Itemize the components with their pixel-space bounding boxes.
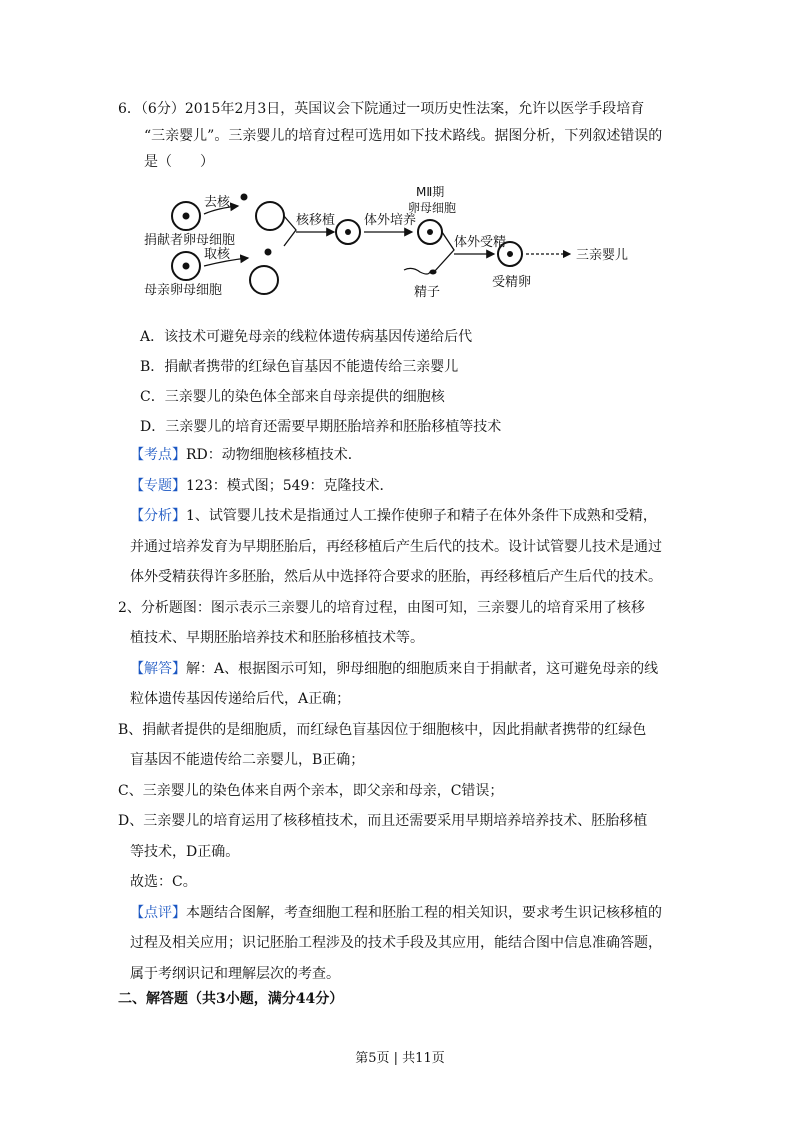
- analysis-section: [118, 440, 690, 989]
- enucleated-donor-egg: [256, 202, 284, 230]
- fenxi-line-5: 植技术、早期胚胎培养技术和胚胎移植技术等。: [130, 630, 424, 646]
- dianping-line-2: 过程及相关应用；识记胚胎工程涉及的技术手段及其应用，能结合图中信息准确答题，: [130, 935, 662, 951]
- jieda-line-7: 等技术，D正确。: [130, 843, 240, 860]
- removed-nucleus-dot: [241, 194, 248, 201]
- zhuanti-tag: 【专题】: [130, 477, 186, 494]
- sperm-head: [430, 270, 437, 275]
- nuclear-transfer-label: 核移植: [296, 213, 336, 228]
- kaodian-text: RD：动物细胞核移植技术．: [186, 447, 362, 463]
- jieda-line-3: B、捐献者提供的是细胞质，而红绿色盲基因位于细胞核中，因此捐献者携带的红绿色: [118, 721, 647, 738]
- fertilization-merge-lines: [434, 232, 454, 272]
- in-vitro-culture-label: 体外培养: [364, 213, 417, 228]
- fenxi-line-3: 体外受精获得许多胚胎，然后从中选择符合要求的胚胎，再经移植后产生后代的技术。: [130, 569, 662, 585]
- zygote-label: 受精卵: [492, 275, 532, 290]
- kaodian-paragraph: [130, 440, 690, 471]
- sperm-label: 精子: [414, 285, 441, 300]
- taken-nucleus-dot: [265, 249, 272, 256]
- fenxi-paragraph: [130, 501, 690, 593]
- three-parent-baby-label: 三亲婴儿: [576, 248, 629, 263]
- option-b: B．捐献者携带的红绿色盲基因不能遗传给三亲婴儿: [140, 359, 459, 375]
- zhuanti-paragraph: [130, 471, 690, 502]
- option-d: D．三亲婴儿的培育还需要早期胚胎培养和胚胎移植等技术: [140, 419, 502, 435]
- jieda-tag: 【解答】: [130, 660, 186, 677]
- remove-nucleus-label: 去核: [204, 195, 231, 210]
- mii-label-line1: MⅡ期: [416, 186, 445, 199]
- question-line-1: 6．（6分）2015年2月3日，英国议会下院通过一项历史性法案，允许以医学手段培育: [118, 101, 645, 117]
- dianping-line-1: 本题结合图解，考查细胞工程和胚胎工程的相关知识，要求考生识记核移植的: [186, 904, 662, 921]
- option-c: C．三亲婴儿的染色体全部来自母亲提供的细胞核: [140, 389, 445, 405]
- section-title: 二、解答题（共3小题，满分44分）: [118, 991, 344, 1007]
- three-parent-baby-diagram: [138, 186, 658, 304]
- donor-egg-cell: [172, 202, 200, 230]
- fenxi-tag: 【分析】: [130, 508, 186, 524]
- page-footer: 第5页 | 共11页: [355, 1051, 445, 1066]
- question-stem: [118, 96, 688, 176]
- fenxi-line-2: 并通过培养发育为早期胚胎后，再经移植后产生后代的技术。设计试管婴儿技术是通过: [130, 538, 662, 555]
- merge-lines: [284, 216, 296, 246]
- mother-egg-cell: [172, 252, 200, 280]
- zhuanti-text: 123：模式图；549：克隆技术．: [186, 477, 394, 494]
- sperm-tail: [404, 268, 430, 274]
- jieda-line-4: 盲基因不能遗传给二亲婴儿，B正确；: [130, 752, 365, 768]
- zygote-cell: [498, 242, 522, 266]
- kaodian-tag: 【考点】: [130, 447, 186, 463]
- jieda-line-6: D、三亲婴儿的培育运用了核移植技术，而且还需要采用早期培养培养技术、胚胎移植: [118, 813, 648, 829]
- option-a: A．该技术可避免母亲的线粒体遗传病基因传递给后代: [140, 329, 473, 345]
- dianping-line-3: 属于考纲识记和理解层次的考查。: [130, 965, 340, 982]
- jieda-line-5: C、三亲婴儿的染色体来自两个亲本，即父亲和母亲，C错误；: [118, 782, 504, 799]
- dianping-paragraph: [130, 898, 690, 990]
- question-line-2: “三亲婴儿”。三亲婴儿的培育过程可选用如下技术路线。据图分析，下列叙述错误的: [144, 127, 663, 144]
- in-vitro-fertilization-label: 体外受精: [454, 235, 507, 250]
- mother-egg-cytoplasm: [250, 266, 278, 294]
- jieda-line-2: 粒体遗传基因传递给后代，A正确；: [130, 691, 351, 707]
- jieda-line-1: 解：A、根据图示可知，卵母细胞的细胞质来自于捐献者，这可避免母亲的线: [186, 660, 659, 677]
- question-line-3: 是（ ）: [144, 154, 214, 170]
- dianping-tag: 【点评】: [130, 904, 186, 921]
- take-nucleus-label: 取核: [204, 247, 231, 262]
- fenxi-line-4: 2、分析题图：图示表示三亲婴儿的培育过程，由图可知，三亲婴儿的培育采用了核移: [118, 599, 645, 616]
- mii-oocyte: [418, 220, 442, 244]
- reconstructed-egg: [336, 220, 360, 244]
- jieda-paragraph: [130, 654, 690, 715]
- donor-egg-label: 捐献者卵母细胞: [144, 233, 236, 248]
- answer-line: 故选：C。: [130, 874, 197, 890]
- mii-label-line2: 卵母细胞: [408, 201, 457, 215]
- fenxi-line-1: 1、试管婴儿技术是指通过人工操作使卵子和精子在体外条件下成熟和受精，: [186, 508, 657, 524]
- mother-egg-label: 母亲卵母细胞: [144, 283, 223, 298]
- answer-options: [140, 322, 688, 442]
